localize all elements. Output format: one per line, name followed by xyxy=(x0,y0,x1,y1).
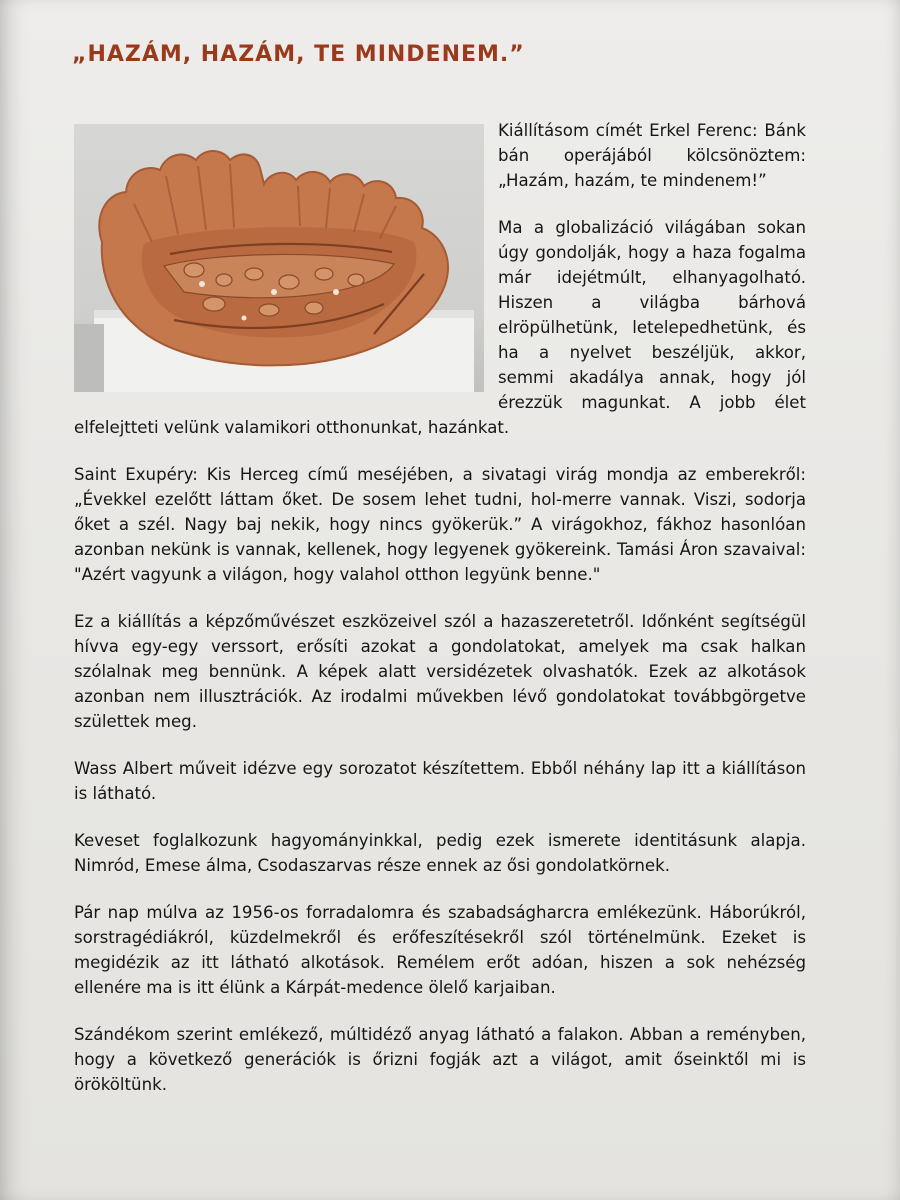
paragraph-closing: Szándékom szerint emlékező, múltidéző anyag látható a falakon. Abban a reményben, hogy a következő generációk is őrizni fogják azt a világot, amit őseinktől mi is örököltünk. xyxy=(74,1025,806,1094)
paragraph-traditions: Keveset foglalkozunk hagyományinkkal, pedig ezek ismerete identitásunk alapja. Nimród, Emese álma, Csodaszarvas része ennek az ősi gondolatkörnek. xyxy=(74,831,806,875)
paragraph-exhibition: Ez a kiállítás a képzőművészet eszközeivel szól a hazaszeretetről. Időnként segítségül hívva egy-egy verssort, erősíti azokat a gondolatokat, amelyek ma csak halkan szólalnak meg bennünk. A képek alatt versidézetek olvashatók. Ezek az alkotások azonban nem illusztrációk. Az irodalmi művekben lévő gondolatokat továbbgörgetve születtek meg. xyxy=(74,612,806,731)
paragraph-globalization: Ma a globalizáció világában sokan úgy gondolják, hogy a haza fogalma már idejétmúlt, elhanyagolható. Hiszen a világba bárhová elröpülhetünk, letelepedhetünk, és ha a nyelvet beszéljük, akkor, semmi akadálya annak, hogy jól érezzük magunkat. A jobb élet elfelejtteti velünk valamikori otthonunkat, hazánkat. xyxy=(74,218,806,437)
paragraph-title-source: Kiállításom címét Erkel Ferenc: Bánk bán operájából kölcsönöztem: „Hazám, hazám, te mindenem!” xyxy=(498,121,806,190)
paragraph-1956: Pár nap múlva az 1956-os forradalomra és szabadságharcra emlékezünk. Háborúkról, sorstragédiákról, küzdelmekről és erőfeszítésekről szól történelmünk. Ezeket is megidézik az itt látható alkotások. Remélem erőt adóan, hiszen a sok nehézség ellenére ma is itt élünk a Kárpát-medence ölelő karjaiban. xyxy=(74,903,806,997)
paragraph-wass-albert: Wass Albert műveit idézve egy sorozatot készítettem. Ebből néhány lap itt a kiállításon is látható. xyxy=(74,759,806,803)
artwork-photo xyxy=(74,124,484,392)
text-body xyxy=(74,118,806,1119)
page-title: „HAZÁM, HAZÁM, TE MINDENEM.” xyxy=(72,42,525,67)
paragraph-saint-exupery: Saint Exupéry: Kis Herceg című meséjében, a sivatagi virág mondja az emberekről: „Évekkel ezelőtt láttam őket. De sosem lehet tudni, hol-merre vannak. Viszi, sodorja őket a szél. Nagy baj nekik, hogy nincs gyökerük.” A virágokhoz, fákhoz hasonlóan azonban nekünk is vannak, kellenek, hogy legyenek gyökereink. Tamási Áron szavaival: "Azért vagyunk a világon, hogy valahol otthon legyünk benne." xyxy=(74,465,806,584)
clay-bowl-hands-icon xyxy=(74,124,484,392)
